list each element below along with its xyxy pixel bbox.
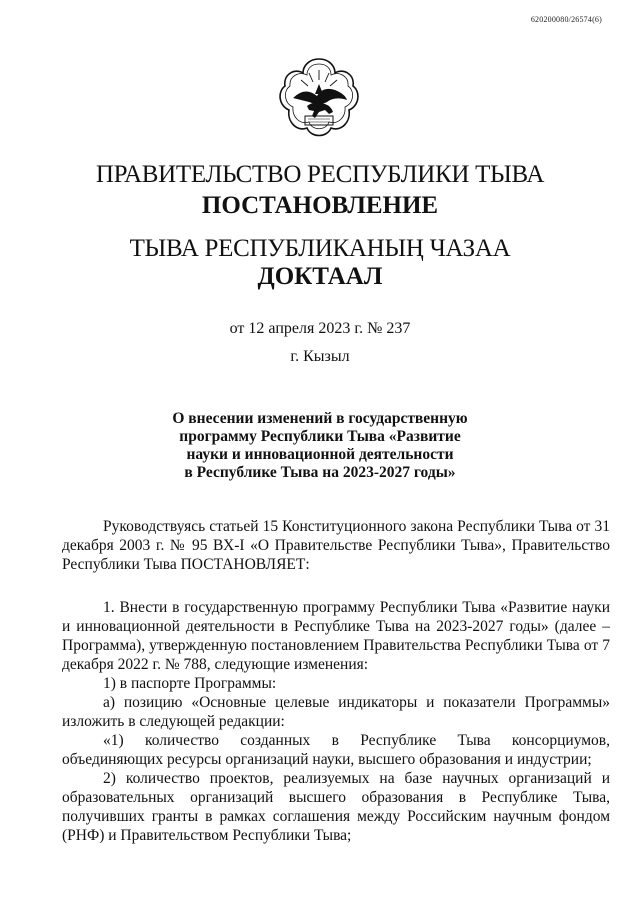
subject-line: в Республике Тыва на 2023-2027 годы» [184, 464, 456, 481]
preamble-block [62, 517, 610, 574]
body-paragraph: а) позицию «Основные целевые индикаторы и показатели Программы» изложить в следующей редакции: [62, 694, 610, 730]
body-paragraph: 1. Внести в государственную программу Республики Тыва «Развитие науки и инновационной деятельности в Республике Тыва на 2023-2027 годы» (далее – Программа), утвержденную постановлением Правительства Республики Тыва от 7 декабря 2022 г. № 788, следующие изменения: [62, 599, 610, 673]
decree-title-tyv: ДОКТААЛ [257, 263, 383, 290]
decree-subject [0, 410, 640, 482]
document-registration-number: 620200080/26574(6) [530, 15, 602, 24]
subject-line: программу Республики Тыва «Развитие [179, 428, 461, 445]
tuva-emblem-icon [279, 56, 359, 142]
decree-date-number: от 12 апреля 2023 г. № 237 [229, 320, 411, 337]
decree-title-ru: ПОСТАНОВЛЕНИЕ [201, 192, 439, 219]
government-title-ru: ПРАВИТЕЛЬСТВО РЕСПУБЛИКИ ТЫВА [95, 161, 545, 188]
decree-city: г. Кызыл [290, 348, 350, 365]
subject-line: науки и инновационной деятельности [186, 446, 454, 463]
body-paragraph: 1) в паспорте Программы: [103, 675, 277, 692]
body-paragraph: 2) количество проектов, реализуемых на базе научных организаций и образовательных организаций высшего образования в Республике Тыва, получивших гранты в рамках соглашения между Российским научным фондом (РНФ) и Правительством Республики Тыва; [62, 770, 610, 844]
decree-body [62, 598, 610, 845]
government-title-tyv: ТЫВА РЕСПУБЛИКАНЫҢ ЧАЗАА [129, 235, 511, 262]
subject-line: О внесении изменений в государственную [172, 410, 468, 427]
body-paragraph: «1) количество созданных в Республике Тыва консорциумов, объединяющих ресурсы организаций науки, высшего образования и индустрии; [62, 732, 610, 768]
preamble-paragraph: Руководствуясь статьей 15 Конституционного закона Республики Тыва от 31 декабря 2003 г. № 95 ВХ-I «О Правительстве Республики Тыва», Правительство Республики Тыва ПОСТАНОВЛЯЕТ: [62, 518, 610, 573]
